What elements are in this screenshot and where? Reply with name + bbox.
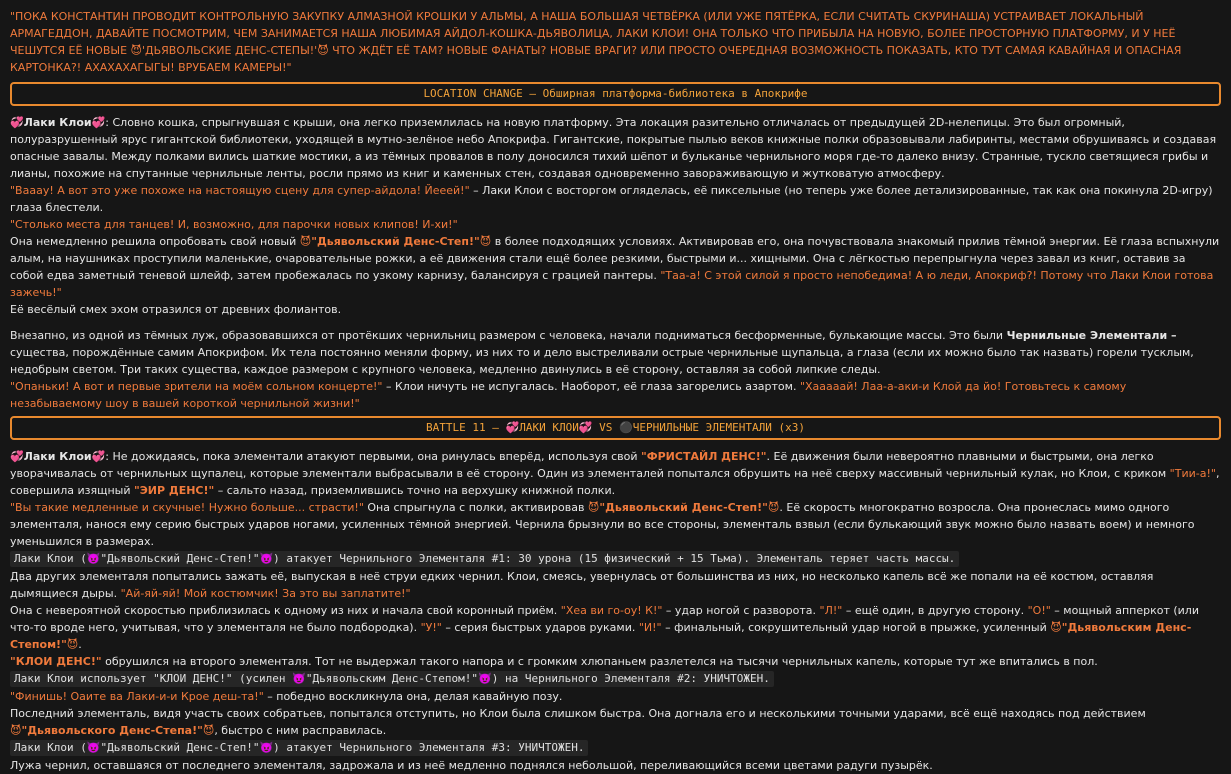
combat-log-1: Лаки Клои (😈"Дьявольский Денс-Степ!"😈) атакует Чернильного Элементаля #1: 30 урона (15 физический + 15 Тьма). Элементаль теряет часть массы. [10, 551, 959, 567]
paragraph-bubble: Лужа чернил, оставшаяся от последнего элементаля, задрожала и из неё медленно поднялся небольшой, переливающийся всеми цветами радуги пузырёк. [10, 759, 933, 772]
location-change-banner: LOCATION CHANGE – Обширная платформа-библиотека в Апокрифе [10, 82, 1221, 106]
intro-text: "ПОКА КОНСТАНТИН ПРОВОДИТ КОНТРОЛЬНУЮ ЗАКУПКУ АЛМАЗНОЙ КРОШКИ У АЛЬМЫ, А НАША БОЛЬШАЯ ЧЕТВЁРКА (ИЛИ УЖЕ ПЯТЁРКА, ЕСЛИ СЧИТАТЬ СКУРИНАША) УСТРАИВАЕТ ЛОКАЛЬНЫЙ АРМАГЕДДОН, ДАВАЙТЕ ПОСМОТРИМ, ЧЕМ ЗАНИМАЕТСЯ НАША ЛЮБИМАЯ АЙДОЛ-КОШКА-ДЬЯВОЛИЦА, ЛАКИ КЛОИ! ОНА ТОЛЬКО ЧТО ПРИБЫЛА НА НОВУЮ, БОЛЕЕ ПРОСТОРНУЮ ПЛАТФОРМУ, И У НЕЁ ЧЕШУТСЯ ЕЁ НОВЫЕ 😈'ДЬЯВОЛЬСКИЕ ДЕНС-СТЕПЫ!'😈 ЧТО ЖДЁТ ЕЁ ТАМ? НОВЫЕ ФАНАТЫ? НОВЫЕ ВРАГИ? ИЛИ ПРОСТО ОЧЕРЕДНАЯ ВОЗМОЖНОСТЬ ПОКАЗАТЬ, КТО ТУТ САМАЯ КАВАЙНАЯ И ОПАСНАЯ КАРТОНКА?! АХАХАХАГЫГЫ! ВРУБАЕМ КАМЕРЫ!" [10, 10, 1182, 74]
paragraph-last-enemy: Последний элементаль, видя участь своих собратьев, попытался отступить, но Клои была слишком быстра. Она догнала его и несколькими точными ударами, всё ещё находясь под действием 😈"Дьявольского Денс-Степа!"😈, быстро с ним расправилась. [10, 707, 1146, 737]
quote-line: "Столько места для танцев! И, возможно, для парочки новых клипов! И-хи!" [10, 218, 458, 231]
hearts-icon: 💞 [10, 450, 24, 463]
paragraph-combo: Она с невероятной скоростью приблизилась к одному из них и начала свой коронный приём. "Хеа ви го-оу! К!" – удар ногой с разворота. "Л!" – ещё один, в другую сторону. "О!" – мощный апперкот (или что-то вроде него, учитывая, что у элементаля не было подбородка). "У!" – серия быстрых ударов руками. "И!" – финальный, сокрушительный удар ногой в прыжке, усиленный 😈"Дьявольским Денс-Степом!"😈. [10, 604, 1199, 651]
skill-name: 😈"Дьявольского Денс-Степа!"😈 [10, 724, 215, 737]
character-name: Лаки Клои [23, 116, 92, 129]
hearts-icon: 💞 [91, 116, 106, 129]
skill-name: "ЭИР ДЕНС!" [134, 484, 215, 497]
paragraph-skill-test: Она немедленно решила опробовать свой новый 😈"Дьявольский Денс-Степ!"😈 в более подходящих условиях. Активировав его, она почувствовала знакомый прилив тёмной энергии. Её глаза вспыхнули алым, на наушниках проступили маленькие, очаровательные рожки, а её движения стали ещё более резкими, быстрыми и... хищными. Она с лёгкостью перепрыгнула через завал из книг, оставив за собой едва заметный теневой шлейф, затем пробежалась по узкому карнизу, балансируя с грацией пантеры. "Таа-а! С этой силой я просто непобедима! А ю леди, Апокриф?! Потому что Лаки Клои готова зажечь!" [10, 235, 1220, 299]
skill-name: "ФРИСТАЙЛ ДЕНС!" [640, 450, 767, 463]
enemy-name: Чернильные Элементали – [1006, 329, 1177, 342]
skill-name: 😈"Дьявольский Денс-Степ!"😈 [299, 235, 492, 248]
paragraph-battle-start: 💞Лаки Клои💞: Не дожидаясь, пока элементали атакуют первыми, она ринулась вперёд, используя свой "ФРИСТАЙЛ ДЕНС!". Её движения были невероятно плавными и быстрыми, она легко уворачивалась от чернильных щупалец, которые элементали выбрасывали в её сторону. Один из элементалей попытался обрушить на неё сверху массивный чернильный кулак, но Клои, с криком "Тии-а!", совершила изящный "ЭИР ДЕНС!" – сальто назад, приземлившись точно на верхушку книжной полки. [10, 450, 1220, 497]
hearts-icon: 💞 [91, 450, 106, 463]
paragraph-arrival: 💞Лаки Клои💞: Словно кошка, спрыгнувшая с крыши, она легко приземлилась на новую платформу. Эта локация разительно отличалась от предыдущей 2D-нелепицы. Это был огромный, полуразрушенный ярус гигантской библиотеки, уходящей в мутно-зелёное небо Апокрифа. Гигантские, покрытые пылью веков книжные полки образовывали лабиринты, местами обрушиваясь и создавая опасные завалы. Между полками вились шаткие мостики, а из тёмных провалов в полу доносился тихий шёпот и бульканье чернильного моря где-то далеко внизу. Странные, тускло светящиеся грибы и лианы, похожие на спутанные чернильные ленты, росли прямо из книг и каменных стен, создавая одновременно завораживающую и жутковатую атмосферу. [10, 116, 1217, 180]
paragraph-victory: "Финишь! Оаите ва Лаки-и-и Крое деш-та!" – победно воскликнула она, делая кавайную позу. [10, 690, 563, 703]
battle-banner: BATTLE 11 – 💞ЛАКИ КЛОИ💞 VS ⚫ЧЕРНИЛЬНЫЕ ЭЛЕМЕНТАЛИ (x3) [10, 416, 1221, 440]
character-name: Лаки Клои [23, 450, 92, 463]
paragraph-enemies: Внезапно, из одной из тёмных луж, образовавшихся от протёкших чернильниц размером с человека, начали подниматься бесформенные, булькающие массы. Это были Чернильные Элементали – существа, порождённые самим Апокрифом. Их тела постоянно меняли форму, из них то и дело выстреливали острые чернильные щупальца, а глаза (если их можно было так назвать) горели тусклым, недобрым светом. Три таких существа, каждое размером с крупного человека, медленно двинулись в её сторону, оставляя за собой липкие следы. [10, 329, 1194, 376]
hearts-icon: 💞 [578, 421, 593, 434]
paragraph-finisher: "КЛОИ ДЕНС!" обрушился на второго элементаля. Тот не выдержал такого напора и с громким хлюпаньем разлетелся на тысячи чернильных капель, которые тут же впитались в пол. [10, 655, 1098, 668]
quote-line: "Вааау! А вот это уже похоже на настоящую сцену для супер-айдола! Йееей!" – Лаки Клои с восторгом огляделась, её пиксельные (но теперь уже более детализированные, так как она покинула 2D-игру) глаза блестели. [10, 184, 1213, 214]
paragraph-battle-2: Два других элементаля попытались зажать её, выпуская в неё струи едких чернил. Клои, смеясь, увернулась от большинства из них, но несколько капель всё же попали на её костюм, оставляя дымящиеся дыры. "Ай-яй-яй! Мой костюмчик! За это вы заплатите!" [10, 570, 1154, 600]
skill-name: 😈"Дьявольским Денс-Степом!"😈 [10, 621, 1192, 651]
skill-name: 😈"Дьявольский Денс-Степ!"😈 [587, 501, 780, 514]
combat-log-3: Лаки Клои (😈"Дьявольский Денс-Степ!"😈) атакует Чернильного Элементаля #3: УНИЧТОЖЕН. [10, 740, 588, 756]
paragraph-taunt: "Опаньки! А вот и первые зрители на моём сольном концерте!" – Клои ничуть не испугалась. Наоборот, её глаза загорелись азартом. "Хааааай! Лаа-а-аки-и Клой да йо! Готовьтесь к самому незабываемому шоу в вашей короткой чернильной жизни!" [10, 380, 1127, 410]
combat-log-2: Лаки Клои использует "КЛОИ ДЕНС!" (усилен 😈"Дьявольским Денс-Степом!"😈) на Чернильного Элементаля #2: УНИЧТОЖЕН. [10, 671, 774, 687]
paragraph-battle-1: "Вы такие медленные и скучные! Нужно больше... страсти!" Она спрыгнула с полки, активировав 😈"Дьявольский Денс-Степ!"😈. Её скорость многократно возросла. Она пронеслась мимо одного элементаля, нанося ему серию быстрых ударов ногами, усиленных тёмной энергией. Чернила брызнули во все стороны, элементаль взвыл (если булькающий звук можно было назвать воем) и немного уменьшился в размерах. [10, 501, 1195, 548]
hearts-icon: 💞 [505, 421, 520, 434]
hearts-icon: 💞 [10, 116, 24, 129]
ink-circle-icon: ⚫ [619, 421, 633, 434]
paragraph-line: Её весёлый смех эхом отразился от древних фолиантов. [10, 303, 342, 316]
